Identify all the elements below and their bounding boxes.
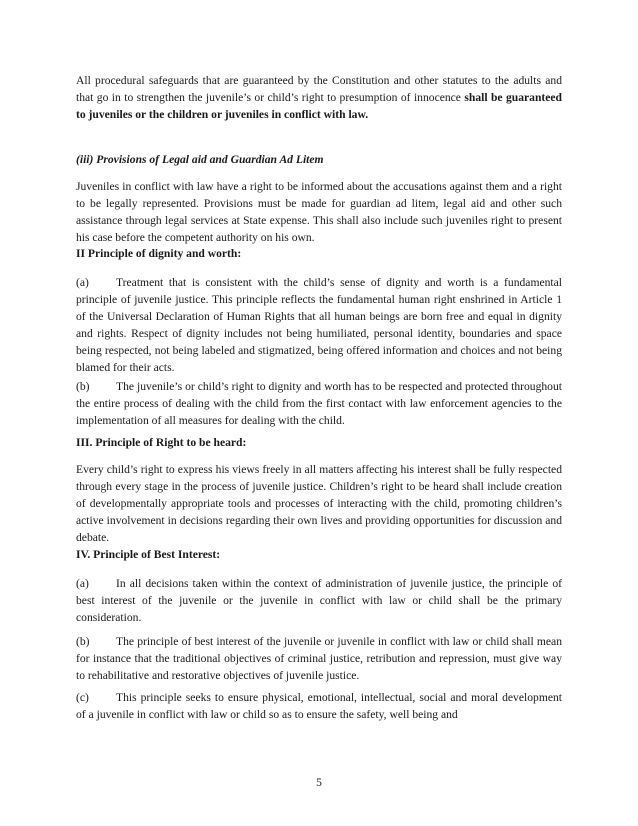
paragraph-right-to-be-heard: Every child’s right to express his views freely in all matters affecting his interest shall be fully respected through every stage in the process of juvenile justice. Children’s right to be heard shall include creation of developmentally appropriate tools and processes of interacting with the child, promoting children’s active involvement in decisions regarding their own lives and providing opportunities for discussion and debate.: [76, 463, 562, 544]
paragraph-best-interest-b: [76, 633, 562, 684]
heading-legal-aid: (iii) Provisions of Legal aid and Guardian Ad Litem: [76, 153, 324, 166]
heading-dignity-worth: II Principle of dignity and worth:: [76, 247, 242, 260]
item-label: (c): [76, 691, 89, 704]
item-text: This principle seeks to ensure physical, emotional, intellectual, social and moral development of a juvenile in conflict with law or child so as to ensure the safety, well being and: [76, 691, 562, 721]
item-text: In all decisions taken within the context of administration of juvenile justice, the principle of best interest of the juvenile or the juvenile in conflict with law or child shall be the primary consideration.: [76, 577, 562, 624]
item-text: The juvenile’s or child’s right to dignity and worth has to be respected and protected throughout the entire process of dealing with the child from the first contact with law enforcement agencies to the implementation of all measures for dealing with the child.: [76, 380, 562, 427]
item-text: Treatment that is consistent with the child’s sense of dignity and worth is a fundamental principle of juvenile justice. This principle reflects the fundamental human right enshrined in Article 1 of the Universal Declaration of Human Rights that all human beings are born free and equal in dignity and rights. Respect of dignity includes not being humiliated, personal identity, boundaries and space being respected, not being labeled and stigmatized, being offered information and choices and not being blamed for their acts.: [76, 276, 562, 374]
paragraph-dignity-a: [76, 274, 562, 376]
heading-right-to-be-heard: III. Principle of Right to be heard:: [76, 436, 247, 449]
paragraph-procedural-safeguards: [76, 72, 562, 123]
paragraph-best-interest-c: [76, 689, 562, 723]
item-label: (b): [76, 380, 90, 393]
heading-best-interest: IV. Principle of Best Interest:: [76, 548, 221, 561]
page-number: 5: [316, 776, 322, 789]
paragraph-legal-aid: Juveniles in conflict with law have a right to be informed about the accusations against them and a right to be legally represented. Provisions must be made for guardian ad litem, legal aid and other such assistance through legal services at State expense. This shall also include such juveniles right to present his case before the competent authority on his own.: [76, 180, 562, 244]
item-text: The principle of best interest of the juvenile or juvenile in conflict with law or child shall mean for instance that the traditional objectives of criminal justice, retribution and repression, must give way to rehabilitative and restorative objectives of juvenile justice.: [76, 635, 562, 682]
paragraph-bold-text: shall be guaranteed to juveniles or the children or juveniles in conflict with law.: [76, 91, 562, 121]
item-label: (b): [76, 635, 90, 648]
paragraph-dignity-b: [76, 378, 562, 429]
paragraph-best-interest-a: [76, 575, 562, 626]
paragraph-text: All procedural safeguards that are guaranteed by the Constitution and other statutes to the adults and that go in to strengthen the juvenile’s or child’s right to presumption of innocence: [76, 74, 562, 104]
item-label: (a): [76, 577, 89, 590]
item-label: (a): [76, 276, 89, 289]
